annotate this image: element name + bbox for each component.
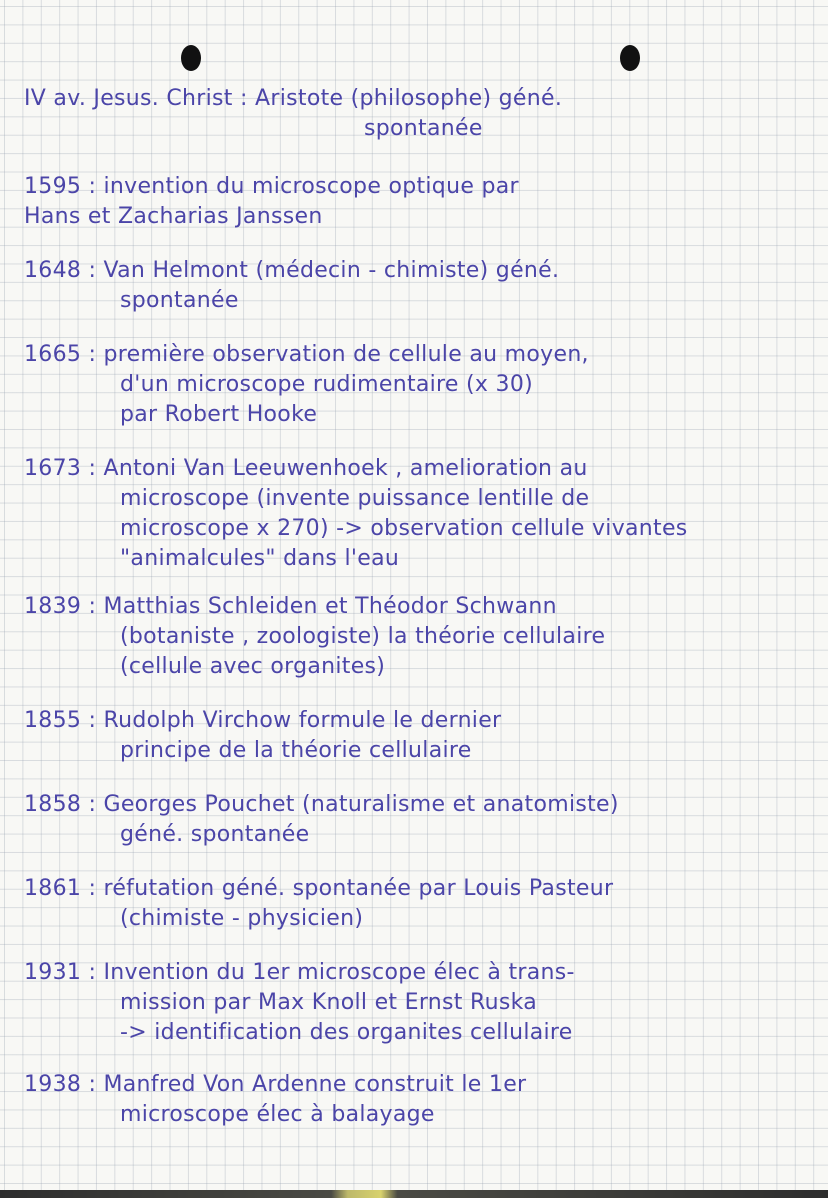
entry-1673 — [24, 454, 818, 574]
page-bottom-edge — [0, 1190, 828, 1198]
entry-line: IV av. Jesus. Christ : Aristote (philosophe) géné. — [24, 86, 563, 111]
entry-line: "animalcules" dans l'eau — [120, 546, 400, 571]
entry-aristote — [24, 84, 818, 144]
entry-1839 — [24, 592, 818, 682]
entry-line: 1858 : Georges Pouchet (naturalisme et anatomiste) — [24, 792, 619, 817]
entry-line: 1673 : Antoni Van Leeuwenhoek , amelioration au — [24, 456, 588, 481]
punch-hole-right — [620, 45, 640, 71]
entry-line: spontanée — [120, 288, 239, 313]
entry-line: 1855 : Rudolph Virchow formule le dernier — [24, 708, 502, 733]
entry-line: 1595 : invention du microscope optique par — [24, 174, 519, 199]
entry-line: 1861 : réfutation géné. spontanée par Louis Pasteur — [24, 876, 614, 901]
entry-line: (botaniste , zoologiste) la théorie cellulaire — [120, 624, 606, 649]
entry-line: -> identification des organites cellulaire — [120, 1020, 573, 1045]
entry-line: mission par Max Knoll et Ernst Ruska — [120, 990, 538, 1015]
entry-line: 1665 : première observation de cellule au moyen, — [24, 342, 589, 367]
entry-line: (chimiste - physicien) — [120, 906, 364, 931]
entry-line: Hans et Zacharias Janssen — [24, 204, 323, 229]
entry-1665 — [24, 340, 818, 430]
entry-1858 — [24, 790, 818, 850]
entry-line: par Robert Hooke — [120, 402, 318, 427]
entry-line: d'un microscope rudimentaire (x 30) — [120, 372, 534, 397]
entry-line: microscope élec à balayage — [120, 1102, 435, 1127]
entry-line: 1938 : Manfred Von Ardenne construit le 1er — [24, 1072, 527, 1097]
entry-1931 — [24, 958, 818, 1048]
entry-line: géné. spontanée — [120, 822, 310, 847]
entry-line: microscope x 270) -> observation cellule vivantes — [120, 516, 688, 541]
entry-1648 — [24, 256, 818, 316]
punch-hole-left — [181, 45, 201, 71]
entry-line: 1839 : Matthias Schleiden et Théodor Schwann — [24, 594, 557, 619]
entry-line: microscope (invente puissance lentille de — [120, 486, 590, 511]
entry-line: principe de la théorie cellulaire — [120, 738, 472, 763]
entry-line: 1648 : Van Helmont (médecin - chimiste) géné. — [24, 258, 560, 283]
entry-1855 — [24, 706, 818, 766]
entry-line: 1931 : Invention du 1er microscope élec à trans- — [24, 960, 575, 985]
entry-line: (cellule avec organites) — [120, 654, 386, 679]
entry-1595 — [24, 172, 818, 232]
entry-1861 — [24, 874, 818, 934]
entry-line: spontanée — [364, 116, 483, 141]
entry-1938 — [24, 1070, 818, 1130]
